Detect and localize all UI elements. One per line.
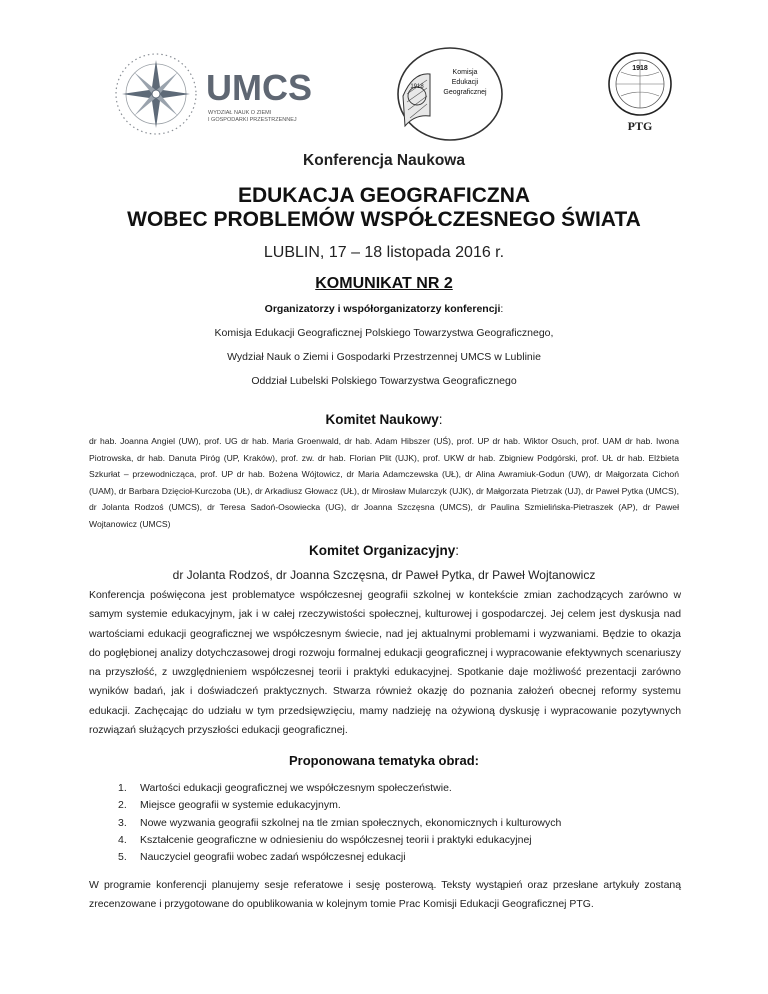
- organizer-item: Wydział Nauk o Ziemi i Gospodarki Przestrzennej UMCS w Lublinie: [227, 351, 541, 363]
- organizer-item: Oddział Lubelski Polskiego Towarzystwa Geograficznego: [251, 375, 517, 387]
- topics-list: [118, 780, 561, 866]
- topic-item: 1. Wartości edukacji geograficznej we współczesnym społeczeństwie.: [118, 782, 452, 794]
- logo-strip: [0, 44, 768, 144]
- ptg-logo: [605, 50, 675, 134]
- title-line-2: WOBEC PROBLEMÓW WSPÓŁCZESNEGO ŚWIATA: [127, 208, 641, 231]
- topic-item: 2. Miejsce geografii w systemie edukacyjnym.: [118, 799, 341, 812]
- umcs-compass-rose: [116, 54, 196, 134]
- organizer-item: Komisja Edukacji Geograficznej Polskiego Towarzystwa Geograficznego,: [214, 327, 554, 339]
- conference-description: Konferencja poświęcona jest problematyce współczesnej geografii szkolnej w kontekście zmian zachodzących zarówno w samym systemie edukacyjnym, jak i w całej rzeczywistości społecznej, kulturowej i gospodarczej. Jej celem jest dyskusja nad wartościami edukacji geograficznej we współczesnym świecie, nad jej aktualnymi problemami i wyzwaniami. Będzie to okazja do pogłębionej analizy dotychczasowej drogi rozwoju formalnej edukacji geograficznej i wypracowanie efektywnych scenariuszy na przyszłość, z uwzględnieniem współczesnej teorii i praktyki edukacyjnej. Spotkanie daje możliwość prezentacji zarówno wyników badań, jak i doświadczeń praktycznych. Stwarza również okazję do poznania założeń obecnej reformy systemu edukacji. Zachęcając do udziału w tym przedsięwzięciu, mamy nadzieję na ożywioną dyskusję i wypracowanie pozytywnych rozwiązań służących przyszłości edukacji geograficznej.: [89, 590, 681, 737]
- kegp-text-1: Komisja: [452, 69, 478, 76]
- organizers-heading: Organizatorzy i współorganizatorzy konferencji:: [264, 303, 504, 315]
- umcs-logo: [110, 48, 330, 140]
- topic-item: 3. Nowe wyzwania geografii szkolnej na tle zmian społecznych, ekonomicznych i kulturowych: [118, 816, 562, 829]
- organizing-committee-heading: Komitet Organizacyjny:: [308, 543, 460, 558]
- ptg-letters: PTG: [627, 119, 653, 133]
- topics-heading: Proponowana tematyka obrad:: [289, 753, 479, 768]
- organizing-committee-members: dr Jolanta Rodzoś, dr Joanna Szczęsna, dr Paweł Pytka, dr Paweł Wojtanowicz: [172, 568, 596, 582]
- kegp-year: 1918: [410, 84, 424, 90]
- kegp-text-3: Geograficznej: [443, 89, 487, 96]
- komunikat-heading: KOMUNIKAT NR 2: [315, 275, 453, 292]
- umcs-faculty-line1: WYDZIAŁ NAUK O ZIEMI: [208, 110, 272, 116]
- topic-item: 4. Kształcenie geograficzne w odniesieniu do współczesnej teorii i praktyki edukacyjnej: [118, 833, 532, 846]
- scientific-committee-members: dr hab. Joanna Angiel (UW), prof. UG dr hab. Maria Groenwald, dr hab. Adam Hibszer (UŚ), prof. UP dr hab. Wiktor Osuch, prof. UAM dr hab. Iwona Piotrowska, dr hab. Danuta Piróg (UP, Kraków), prof. zw. dr hab. Florian Plit (UJK), prof. UKW dr hab. Zbigniew Podgórski, prof. UŁ dr hab. Elżbieta Szkurłat – przewodnicząca, prof. UP dr hab. Bożena Wójtowicz, dr Maria Adamczewska (UŁ), dr Alina Awramiuk-Godun (UW), dr Małgorzata Cichoń (UAM), dr Barbara Dzięcioł-Kurczoba (UŁ), dr Arkadiusz Głowacz (UŁ), dr Mirosław Mularczyk (UJK), dr Małgorzata Pietrzak (UJ), dr Paweł Pytka (UMCS), dr Jolanta Rodzoś (UMCS), dr Teresa Sadoń-Osowiecka (UG), dr Joanna Szczęsna (UMCS), dr Paulina Szmielińska-Pietraszek (AP), dr Paweł Wojtanowicz (UMCS): [89, 436, 679, 529]
- book-icon: [403, 74, 430, 126]
- umcs-wordmark: UMCS: [206, 67, 312, 108]
- topic-item: 5. Nauczyciel geografii wobec zadań współczesnej edukacji: [118, 851, 406, 864]
- dateline: LUBLIN, 17 – 18 listopada 2016 r.: [263, 244, 505, 261]
- title-line-1: EDUKACJA GEOGRAFICZNA: [237, 184, 531, 207]
- ptg-year: 1918: [632, 65, 648, 72]
- event-type: Konferencja Naukowa: [303, 152, 465, 169]
- closing-paragraph: W programie konferencji planujemy sesje referatowe i sesję posterową. Teksty wystąpień oraz przesłane artykuły zostaną zrecenzowane i przygotowane do opublikowania w kolejnym tomie Prac Komisji Edukacji Geograficznej PTG.: [89, 880, 681, 911]
- umcs-faculty-line2: I GOSPODARKI PRZESTRZENNEJ: [208, 117, 297, 123]
- kegp-logo: [395, 44, 505, 144]
- scientific-committee-heading: Komitet Naukowy:: [325, 412, 443, 427]
- kegp-text-2: Edukacji: [451, 79, 479, 86]
